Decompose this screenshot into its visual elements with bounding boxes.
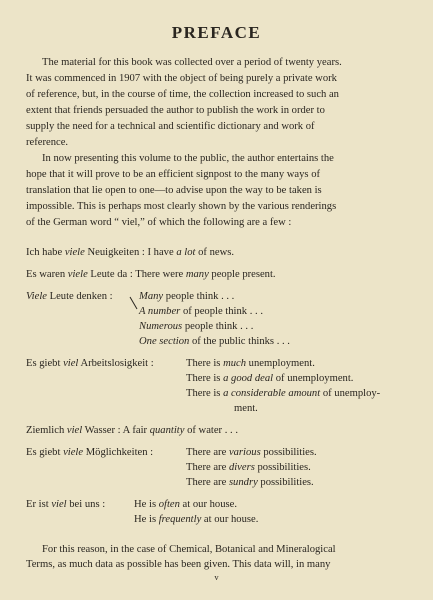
example-viel-wasser: Ziemlich viel Wasser : A fair quantity of water . . . — [26, 425, 238, 436]
para1-line-1: The material for this book was collected over a period of twenty years. — [42, 57, 342, 68]
example-viele-leute-denken-en-2: A number of people think . . . — [139, 306, 263, 317]
example-viel-bei-uns-en-1: He is often at our house. — [134, 499, 237, 510]
para2-line-3: translation that lie open to one—to advise upon the way to be taken is — [26, 185, 322, 196]
example-viele-leute-denken-german: Viele Leute denken : — [26, 291, 113, 302]
example-viele-leute-denken-en-3: Numerous people think . . . — [139, 321, 254, 332]
example-moeglichkeiten-en-1: There are various possibilities. — [186, 447, 317, 458]
para3-line-1: For this reason, in the case of Chemical, Botanical and Mineralogical — [42, 544, 336, 555]
para2-line-1: In now presenting this volume to the public, the author entertains the — [42, 153, 334, 164]
para2-line-4: impossible. This is perhaps most clearly shown by the various renderings — [26, 201, 337, 212]
para1-line-3: of reference, but, in the course of time, the collection increased to such an — [26, 89, 339, 100]
example-viel-bei-uns-german: Er ist viel bei uns : — [26, 499, 106, 510]
para1-line-4: extent that friends persuaded the author to publish the work in order to — [26, 105, 325, 116]
example-moeglichkeiten-en-2: There are divers possibilities. — [186, 462, 311, 473]
example-arbeitslosigkeit-german: Es giebt viel Arbeitslosigkeit : — [26, 358, 154, 369]
example-arbeitslosigkeit-en-3: There is a considerable amount of unemploy- — [186, 388, 381, 399]
example-viele-neuigkeiten: Ich habe viele Neuigkeiten : I have a lot of news. — [26, 247, 235, 258]
para2-line-2: hope that it will prove to be an efficient signpost to the many ways of — [26, 169, 321, 180]
page-number: v — [214, 572, 219, 582]
example-arbeitslosigkeit-en-4: ment. — [234, 403, 258, 414]
example-arbeitslosigkeit-en-2: There is a good deal of unemployment. — [186, 373, 354, 384]
para3-line-2: Terms, as much data as possible has been given. This data will, in many — [26, 559, 331, 570]
example-arbeitslosigkeit-en-1: There is much unemployment. — [186, 358, 315, 369]
example-viele-leute-denken-en-1: Many people think . . . — [139, 291, 235, 302]
example-viele-leute-denken-en-4: One section of the public thinks . . . — [139, 336, 290, 347]
example-viele-leute-da: Es waren viele Leute da : There were many people present. — [26, 269, 276, 280]
para1-line-5: supply the need for a technical and scientific dictionary and work of — [26, 121, 315, 132]
example-moeglichkeiten-en-3: There are sundry possibilities. — [186, 477, 314, 488]
example-moeglichkeiten-german: Es giebt viele Möglichkeiten : — [26, 447, 154, 458]
brace-line — [129, 296, 139, 310]
page-title: PREFACE — [171, 23, 262, 42]
para1-line-2: It was commenced in 1907 with the object of being purely a private work — [26, 73, 337, 84]
para2-line-5: of the German word “ viel,” of which the following are a few : — [26, 217, 292, 228]
example-viel-bei-uns-en-2: He is frequently at our house. — [134, 514, 259, 525]
para1-line-6: reference. — [26, 137, 69, 148]
